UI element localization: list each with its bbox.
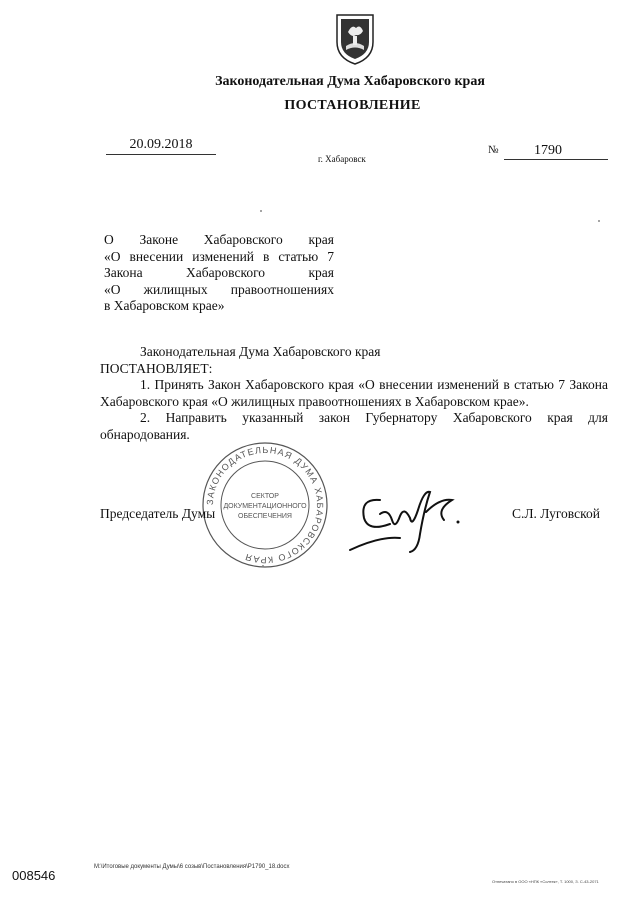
document-subject bbox=[104, 232, 334, 315]
body-decree: ПОСТАНОВЛЯЕТ: bbox=[100, 360, 213, 376]
document-city: г. Хабаровск bbox=[318, 154, 366, 164]
registration-number: 008546 bbox=[12, 868, 56, 883]
subject-line: в Хабаровском крае» bbox=[104, 298, 225, 313]
file-path: M:\Итоговые документы Думы\6 созыв\Постановления\Р1790_18.docx bbox=[94, 864, 290, 870]
stamp-inner-line: СЕКТОР bbox=[251, 493, 279, 500]
stamp-outer-text: ЗАКОНОДАТЕЛЬНАЯ ДУМА ХАБАРОВСКОГО КРАЯ bbox=[204, 444, 326, 566]
document-type: ПОСТАНОВЛЕНИЕ bbox=[284, 98, 421, 113]
handwritten-signature bbox=[340, 480, 470, 560]
official-stamp bbox=[200, 440, 330, 570]
document-number: 1790 bbox=[504, 143, 608, 160]
subject-line: О Законе Хабаровского края bbox=[104, 232, 334, 247]
print-note: Отпечатано в ООО «НПК «Солтек», Т. 1000, З. С-43-2071 bbox=[492, 879, 599, 884]
scan-speck bbox=[262, 565, 264, 567]
coat-of-arms-icon bbox=[334, 12, 376, 66]
scan-speck bbox=[260, 210, 262, 212]
signatory-position: Председатель Думы bbox=[100, 506, 216, 521]
body-item-2: 2. Направить указанный закон Губернатору Хабаровского края для обнародования. bbox=[100, 410, 608, 442]
body-item-1: 1. Принять Закон Хабаровского края «О внесении изменений в статью 7 Закона Хабаровского края «О жилищных правоотношениях в Хабаровском крае». bbox=[100, 377, 608, 409]
subject-line: «О внесении изменений в статью 7 bbox=[104, 248, 334, 264]
organization-name: Законодательная Дума Хабаровского края bbox=[215, 74, 485, 89]
subject-line: «О жилищных правоотношениях bbox=[104, 281, 334, 297]
body-intro: Законодательная Дума Хабаровского края bbox=[140, 344, 381, 359]
number-label: № bbox=[488, 144, 499, 156]
subject-line: Закона Хабаровского края bbox=[104, 265, 334, 280]
stamp-inner-line: ДОКУМЕНТАЦИОННОГО bbox=[223, 503, 307, 510]
signatory-name: С.Л. Луговской bbox=[512, 506, 600, 521]
scan-speck bbox=[598, 220, 600, 222]
document-body bbox=[100, 344, 608, 443]
stamp-inner-line: ОБЕСПЕЧЕНИЯ bbox=[238, 513, 292, 520]
document-date: 20.09.2018 bbox=[106, 137, 216, 155]
